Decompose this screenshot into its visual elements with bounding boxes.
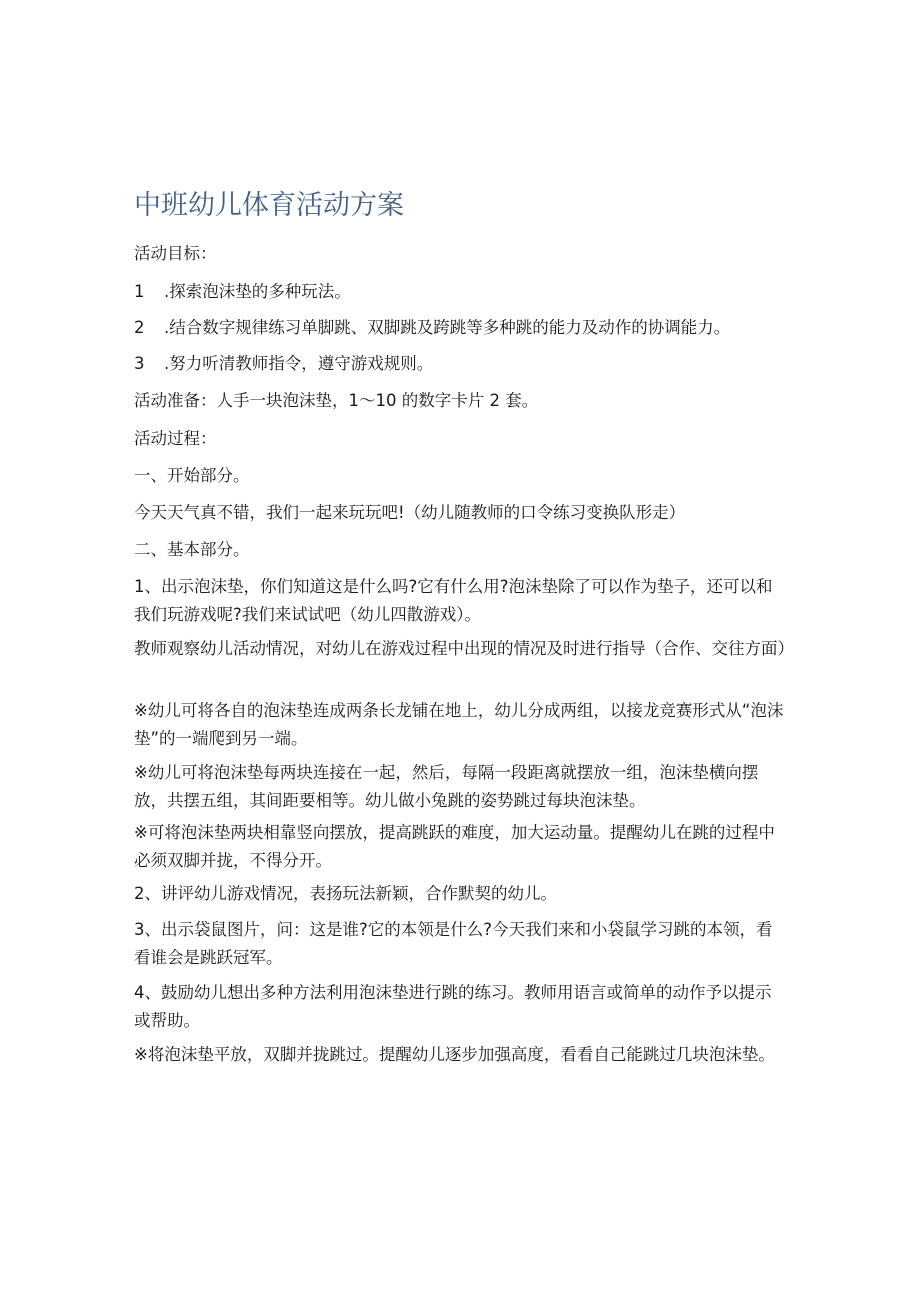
preparation-text: 活动准备：人手一块泡沫垫，1～10 的数字卡片 2 套。 (134, 391, 539, 410)
goal-number: 2 (134, 318, 145, 337)
step2-paragraph: 2、讲评幼儿游戏情况，表扬玩法新颖，合作默契的幼儿。 (134, 884, 557, 903)
step4-paragraph: 4、鼓励幼儿想出多种方法利用泡沫垫进行跳的练习。教师用语言或简单的动作予以提示或帮助。 (134, 983, 772, 1030)
goal-number: 1 (134, 282, 145, 301)
goal-text: .努力听清教师指令，遵守游戏规则。 (164, 354, 434, 373)
note1-paragraph: ※幼儿可将各自的泡沫垫连成两条长龙铺在地上，幼儿分成两组，以接龙竞赛形式从“泡沫垫”的一端爬到另一端。 (134, 701, 784, 748)
note4-paragraph: ※将泡沫垫平放，双脚并拢跳过。提醒幼儿逐步加强高度，看看自己能跳过几块泡沫垫。 (134, 1045, 775, 1064)
observe-paragraph: 教师观察幼儿活动情况，对幼儿在游戏过程中出现的情况及时进行指导（合作、交往方面） (134, 639, 794, 658)
note2-paragraph: ※幼儿可将泡沫垫每两块连接在一起，然后，每隔一段距离就摆放一组，泡沫垫横向摆放，共摆五组，其间距要相等。幼儿做小兔跳的姿势跳过每块泡沫垫。 (134, 763, 759, 810)
goal-text: .探索泡沫垫的多种玩法。 (164, 282, 351, 301)
part1-heading: 一、开始部分。 (134, 466, 250, 485)
goal-number: 3 (134, 354, 145, 373)
part1-text: 今天天气真不错，我们一起来玩玩吧!（幼儿随教师的口令练习变换队形走） (134, 503, 686, 522)
step1-paragraph: 1、出示泡沫垫，你们知道这是什么吗?它有什么用?泡沫垫除了可以作为垫子，还可以和我们玩游戏呢?我们来试试吧（幼儿四散游戏）。 (134, 577, 773, 624)
process-heading: 活动过程： (134, 429, 217, 448)
goals-heading: 活动目标： (134, 244, 217, 263)
document-title: 中班幼儿体育活动方案 (134, 190, 404, 221)
goal-text: .结合数字规律练习单脚跳、双脚跳及跨跳等多种跳的能力及动作的协调能力。 (164, 318, 731, 337)
goal-item (134, 314, 786, 342)
part2-heading: 二、基本部分。 (134, 540, 250, 559)
goal-item (134, 278, 786, 306)
note3-paragraph: ※可将泡沫垫两块相靠竖向摆放，提高跳跃的难度，加大运动量。提醒幼儿在跳的过程中必须双脚并拢，不得分开。 (134, 823, 775, 870)
goal-item (134, 350, 786, 378)
step3-paragraph: 3、出示袋鼠图片，问：这是谁?它的本领是什么?今天我们来和小袋鼠学习跳的本领，看看谁会是跳跃冠军。 (134, 920, 773, 967)
